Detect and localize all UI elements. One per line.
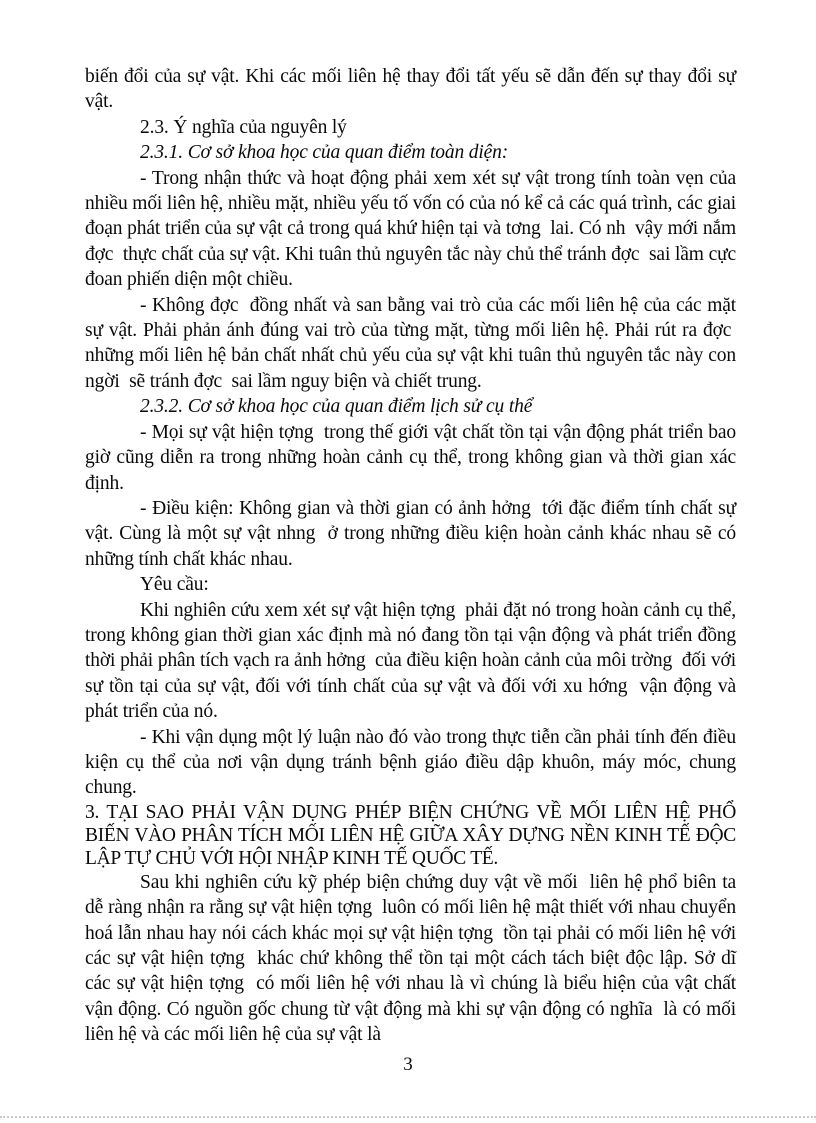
body-paragraph: - Trong nhận thức và hoạt động phải xem xét sự vật trong tính toàn vẹn của nhiều mối liên hệ, nhiều mặt, nhiều yếu tố vốn có của nó kể cả các quá trình, các giai đoạn phát triển của sự vật cả trong quá khứ hiện tại và tơng lai. Có nh vậy mới nắm đợc thực chất của sự vật. Khi tuân thủ nguyên tắc này chủ thể tránh đợc sai lầm cực đoan phiến diện một chiều.: [85, 167, 736, 291]
section-heading-2-3: 2.3. Ý nghĩa của nguyên lý: [140, 116, 347, 138]
body-paragraph-continuation: biến đổi của sự vật. Khi các mối liên hệ thay đổi tất yếu sẽ dẫn đến sự thay đổi sự vật.: [85, 66, 736, 113]
page-bottom-divider: [0, 1116, 816, 1118]
document-body: [85, 64, 736, 1048]
body-paragraph: - Không đợc đồng nhất và san bằng vai trò của các mối liên hệ của các mặt sự vật. Phải phản ánh đúng vai trò của từng mặt, từng mối liên hệ. Phải rút ra đợc những mối liên hệ bản chất nhất chủ yếu của sự vật khi tuân thủ nguyên tắc này con ngời sẽ tránh đợc sai lầm nguy biện và chiết trung.: [85, 294, 736, 392]
page-number: 3: [403, 1054, 413, 1075]
body-paragraph: Khi nghiên cứu xem xét sự vật hiện tợng phải đặt nó trong hoàn cảnh cụ thể, trong không gian thời gian xác định mà nó đang tồn tại vận động và phát triển đồng thời phải phân tích vạch ra ảnh hởng của điều kiện hoàn cảnh của môi trờng đối với sự tồn tại của sự vật, đối với tính chất của sự vật và đối với xu hớng vận động và phát triển của nó.: [85, 599, 736, 723]
subsection-heading-2-3-1: 2.3.1. Cơ sở khoa học của quan điểm toàn diện:: [140, 142, 509, 164]
body-paragraph: Yêu cầu:: [140, 574, 209, 596]
section-heading-3: 3. TẠI SAO PHẢI VẬN DỤNG PHÉP BIỆN CHỨNG VỀ MỐI LIÊN HỆ PHỔ BIẾN VÀO PHÂN TÍCH MỐI LIÊN HỆ GIỮA XÂY DỰNG NỀN KINH TẾ ĐỘC LẬP TỰ CHỦ VỚI HỘI NHẬP KINH TẾ QUỐC TẾ.: [85, 801, 736, 869]
subsection-heading-2-3-2: 2.3.2. Cơ sở khoa học của quan điểm lịch sử cụ thể: [140, 396, 533, 418]
body-paragraph: - Khi vận dụng một lý luận nào đó vào trong thực tiễn cần phải tính đến điều kiện cụ thể của nơi vận dụng tránh bệnh giáo điều dập khuôn, máy móc, chung chung.: [85, 726, 736, 799]
body-paragraph: - Điều kiện: Không gian và thời gian có ảnh hởng tới đặc điểm tính chất sự vật. Cùng là một sự vật nhng ở trong những điều kiện hoàn cảnh khác nhau sẽ có những tính chất khác nhau.: [85, 497, 736, 570]
body-paragraph: Sau khi nghiên cứu kỹ phép biện chứng duy vật về mối liên hệ phổ biên ta dễ ràng nhận ra rằng sự vật hiện tợng luôn có mối liên hệ mật thiết với nhau chuyển hoá lẫn nhau hay nói cách khác mọi sự vật hiện tợng tồn tại phải có mối liên hệ với các sự vật hiện tợng khác chứ không thể tồn tại một cách tách biệt độc lập. Sở dĩ các sự vật hiện tợng có mối liên hệ với nhau là vì chúng là biểu hiện của vật chất vận động. Có nguồn gốc chung từ vật động mà khi sự vận động có nghĩa là có mối liên hệ và các mối liên hệ của sự vật là: [85, 871, 736, 1046]
body-paragraph: - Mọi sự vật hiện tợng trong thế giới vật chất tồn tại vận động phát triển bao giờ cũng diễn ra trong những hoàn cảnh cụ thể, trong không gian và thời gian xác định.: [85, 421, 736, 494]
